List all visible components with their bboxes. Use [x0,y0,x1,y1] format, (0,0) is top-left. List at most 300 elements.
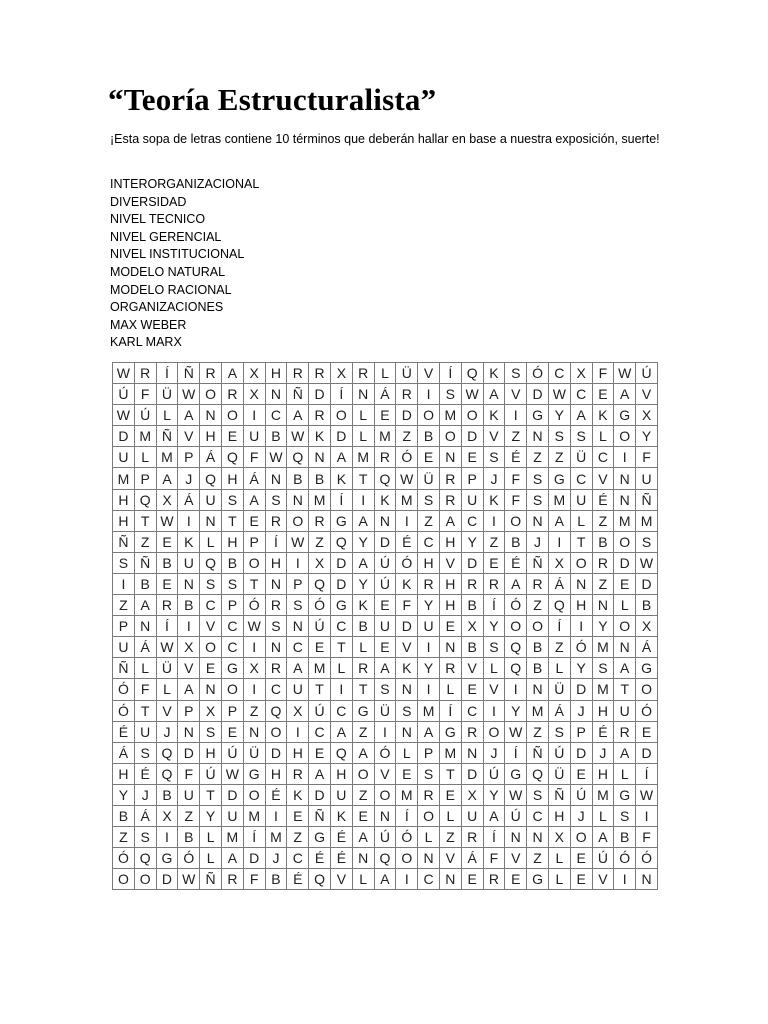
grid-row [113,363,658,384]
grid-cell: W [287,531,309,552]
grid-cell: Y [483,784,505,805]
grid-cell: W [221,763,243,784]
grid-cell: P [570,721,592,742]
grid-cell: H [592,700,614,721]
grid-cell: M [439,405,461,426]
grid-cell: M [134,426,156,447]
grid-cell: Ñ [309,805,331,826]
grid-cell: A [352,742,374,763]
grid-cell: N [439,637,461,658]
grid-cell: M [309,489,331,510]
grid-cell: F [396,595,418,616]
grid-cell: Ñ [548,784,570,805]
grid-cell: É [134,763,156,784]
grid-cell: Y [548,405,570,426]
grid-cell: W [636,784,658,805]
grid-cell: Ú [221,742,243,763]
grid-cell: A [221,363,243,384]
grid-cell: U [178,552,200,573]
grid-cell: O [113,869,135,890]
grid-cell: O [221,679,243,700]
grid-cell: I [483,510,505,531]
grid-row [113,700,658,721]
grid-cell: L [614,763,636,784]
grid-cell: E [396,763,418,784]
grid-cell: U [330,784,352,805]
grid-cell: F [134,384,156,405]
grid-cell: V [178,426,200,447]
grid-cell: É [505,447,527,468]
grid-cell: Ü [548,679,570,700]
grid-cell: X [156,805,178,826]
grid-cell: H [265,763,287,784]
grid-cell: Á [178,489,200,510]
grid-cell: Ü [374,700,396,721]
grid-cell: V [483,679,505,700]
grid-cell: R [527,573,549,594]
grid-cell: É [287,869,309,890]
grid-cell: F [636,827,658,848]
grid-cell: S [418,489,440,510]
grid-cell: C [548,363,570,384]
grid-cell: O [614,531,636,552]
grid-cell: S [200,721,222,742]
grid-cell: E [505,869,527,890]
grid-cell: Z [113,595,135,616]
grid-cell: I [505,679,527,700]
grid-row [113,827,658,848]
grid-cell: G [614,405,636,426]
grid-cell: Q [309,573,331,594]
grid-row [113,869,658,890]
grid-cell: E [461,869,483,890]
grid-cell: Í [483,595,505,616]
grid-cell: N [200,510,222,531]
grid-cell: C [461,700,483,721]
grid-cell: Z [352,784,374,805]
grid-cell: N [374,805,396,826]
grid-cell: L [156,405,178,426]
grid-cell: G [527,869,549,890]
grid-cell: Ü [418,468,440,489]
grid-cell: E [418,447,440,468]
grid-cell: H [221,468,243,489]
grid-cell: E [156,531,178,552]
grid-cell: C [527,805,549,826]
grid-cell: R [309,510,331,531]
grid-cell: R [134,363,156,384]
grid-cell: S [483,637,505,658]
grid-row [113,531,658,552]
grid-cell: M [439,742,461,763]
grid-cell: Ó [505,595,527,616]
grid-row [113,405,658,426]
grid-cell: Q [221,447,243,468]
grid-cell: Y [352,531,374,552]
grid-cell: Ú [309,700,331,721]
grid-cell: I [352,489,374,510]
grid-cell: D [374,531,396,552]
grid-cell: I [396,510,418,531]
grid-cell: O [570,827,592,848]
grid-cell: M [243,805,265,826]
grid-cell: Z [548,637,570,658]
grid-cell: X [548,827,570,848]
grid-cell: B [527,637,549,658]
grid-cell: C [570,384,592,405]
grid-cell: Y [418,658,440,679]
grid-row [113,637,658,658]
grid-cell: N [418,848,440,869]
grid-cell: V [374,763,396,784]
grid-cell: G [548,468,570,489]
grid-cell: E [200,658,222,679]
grid-cell: O [505,510,527,531]
grid-cell: G [614,784,636,805]
grid-cell: H [265,552,287,573]
grid-cell: R [221,869,243,890]
grid-cell: R [221,384,243,405]
grid-cell: Q [156,763,178,784]
grid-cell: V [505,384,527,405]
grid-cell: Á [548,700,570,721]
grid-cell: Ó [570,637,592,658]
grid-cell: Y [113,784,135,805]
grid-cell: E [592,384,614,405]
grid-cell: H [418,552,440,573]
grid-cell: A [439,510,461,531]
grid-cell: W [505,784,527,805]
grid-cell: T [221,510,243,531]
grid-cell: F [505,489,527,510]
grid-cell: B [178,827,200,848]
term-item: ORGANIZACIONES [110,300,224,315]
grid-cell: Ñ [113,658,135,679]
grid-cell: D [330,552,352,573]
grid-cell: É [265,784,287,805]
grid-cell: A [221,848,243,869]
grid-cell: F [636,447,658,468]
grid-cell: B [461,595,483,616]
grid-cell: A [374,869,396,890]
grid-cell: L [483,658,505,679]
grid-cell: Í [505,742,527,763]
grid-cell: V [483,426,505,447]
term-item: KARL MARX [110,335,182,350]
grid-cell: Z [505,426,527,447]
grid-cell: W [243,616,265,637]
grid-cell: G [352,700,374,721]
grid-cell: Ü [156,658,178,679]
grid-cell: B [461,637,483,658]
grid-cell: B [156,784,178,805]
grid-cell: R [265,658,287,679]
grid-cell: Y [570,658,592,679]
grid-cell: V [418,363,440,384]
grid-cell: X [636,616,658,637]
grid-cell: T [352,468,374,489]
term-item: MODELO RACIONAL [110,282,232,297]
grid-cell: L [352,426,374,447]
grid-cell: C [309,721,331,742]
grid-cell: C [265,679,287,700]
grid-row [113,763,658,784]
grid-cell: O [636,679,658,700]
grid-cell: Ú [113,384,135,405]
grid-row [113,848,658,869]
grid-cell: W [178,869,200,890]
grid-cell: C [570,468,592,489]
grid-cell: N [265,384,287,405]
grid-cell: O [418,805,440,826]
grid-cell: L [548,658,570,679]
grid-cell: Í [439,700,461,721]
grid-row [113,426,658,447]
grid-cell: J [483,468,505,489]
grid-cell: F [243,447,265,468]
grid-cell: X [330,363,352,384]
grid-cell: A [548,510,570,531]
grid-cell: I [614,447,636,468]
grid-cell: Q [505,637,527,658]
grid-cell: T [134,700,156,721]
grid-cell: Á [134,805,156,826]
grid-cell: Í [156,616,178,637]
grid-cell: B [265,869,287,890]
grid-cell: K [483,489,505,510]
grid-cell: E [483,552,505,573]
grid-cell: P [221,595,243,616]
grid-cell: I [265,805,287,826]
grid-cell: P [221,700,243,721]
grid-cell: Ü [548,763,570,784]
grid-cell: L [352,637,374,658]
grid-cell: Ó [396,552,418,573]
grid-cell: A [592,827,614,848]
grid-cell: Í [330,384,352,405]
grid-cell: R [483,869,505,890]
grid-cell: N [374,510,396,531]
grid-cell: C [221,616,243,637]
grid-cell: E [439,616,461,637]
grid-cell: W [156,510,178,531]
grid-cell: L [134,658,156,679]
grid-cell: Ú [134,405,156,426]
grid-cell: Z [527,447,549,468]
grid-row [113,805,658,826]
grid-cell: L [614,595,636,616]
grid-cell: Ñ [200,869,222,890]
grid-cell: N [614,637,636,658]
grid-cell: G [636,658,658,679]
grid-cell: Q [527,763,549,784]
grid-cell: Á [548,573,570,594]
grid-cell: O [439,426,461,447]
grid-cell: R [483,573,505,594]
grid-cell: Ñ [636,489,658,510]
grid-cell: O [570,552,592,573]
term-item: MAX WEBER [110,317,187,332]
grid-cell: A [418,721,440,742]
grid-cell: O [614,426,636,447]
grid-cell: Ñ [178,363,200,384]
grid-cell: O [221,405,243,426]
grid-cell: Í [396,805,418,826]
grid-cell: X [287,700,309,721]
grid-cell: X [548,552,570,573]
grid-cell: Ú [548,742,570,763]
grid-cell: Ñ [156,426,178,447]
grid-cell: E [287,805,309,826]
grid-cell: E [374,637,396,658]
grid-cell: S [614,805,636,826]
grid-cell: L [200,848,222,869]
grid-cell: B [156,552,178,573]
grid-cell: X [243,363,265,384]
grid-cell: N [396,679,418,700]
grid-cell: M [113,468,135,489]
grid-cell: V [178,658,200,679]
grid-cell: E [309,637,331,658]
grid-cell: E [352,805,374,826]
grid-cell: N [265,573,287,594]
grid-cell: K [330,468,352,489]
grid-cell: R [287,363,309,384]
grid-cell: V [461,658,483,679]
grid-cell: I [243,637,265,658]
grid-cell: R [265,595,287,616]
grid-cell: R [461,827,483,848]
grid-cell: C [200,595,222,616]
grid-cell: D [570,679,592,700]
grid-cell: N [527,510,549,531]
grid-cell: O [200,384,222,405]
grid-cell: G [505,763,527,784]
grid-cell: Ó [113,679,135,700]
grid-cell: X [243,658,265,679]
grid-cell: M [592,784,614,805]
grid-cell: M [396,784,418,805]
grid-cell: I [548,531,570,552]
grid-cell: N [461,742,483,763]
grid-cell: K [352,595,374,616]
grid-cell: N [636,869,658,890]
grid-cell: N [134,616,156,637]
grid-cell: W [265,447,287,468]
grid-cell: Ú [374,827,396,848]
grid-cell: Ú [592,848,614,869]
grid-cell: D [221,784,243,805]
grid-cell: X [570,363,592,384]
grid-cell: Q [134,489,156,510]
grid-cell: Q [330,531,352,552]
grid-cell: I [570,616,592,637]
grid-cell: C [287,637,309,658]
grid-cell: H [439,595,461,616]
grid-cell: H [265,363,287,384]
grid-cell: O [200,637,222,658]
grid-cell: N [527,679,549,700]
grid-cell: C [418,531,440,552]
grid-cell: E [570,763,592,784]
grid-cell: G [439,721,461,742]
grid-cell: E [636,721,658,742]
grid-cell: S [527,784,549,805]
grid-cell: N [614,489,636,510]
grid-cell: I [396,869,418,890]
grid-cell: J [592,742,614,763]
grid-cell: R [374,447,396,468]
grid-cell: M [548,489,570,510]
grid-cell: I [156,827,178,848]
grid-cell: N [527,827,549,848]
grid-cell: W [178,384,200,405]
grid-cell: I [418,637,440,658]
grid-cell: Z [439,827,461,848]
grid-cell: U [614,700,636,721]
grid-cell: Á [636,637,658,658]
grid-cell: X [156,489,178,510]
grid-cell: K [396,573,418,594]
grid-cell: W [287,426,309,447]
grid-cell: Í [439,363,461,384]
grid-cell: A [178,679,200,700]
grid-cell: A [156,468,178,489]
grid-cell: D [309,384,331,405]
grid-cell: É [592,721,614,742]
grid-cell: E [461,679,483,700]
grid-cell: D [527,384,549,405]
grid-cell: B [221,552,243,573]
grid-cell: I [614,869,636,890]
grid-cell: A [352,552,374,573]
grid-cell: Á [134,637,156,658]
grid-cell: O [265,721,287,742]
grid-cell: Ó [178,848,200,869]
grid-cell: N [505,827,527,848]
grid-cell: P [287,573,309,594]
grid-cell: I [374,721,396,742]
grid-cell: L [200,827,222,848]
grid-cell: A [330,447,352,468]
grid-cell: Ú [200,763,222,784]
grid-cell: A [505,573,527,594]
grid-cell: E [570,848,592,869]
grid-cell: H [330,763,352,784]
term-item: NIVEL GERENCIAL [110,229,222,244]
grid-cell: B [287,468,309,489]
grid-cell: Ú [636,363,658,384]
grid-cell: É [396,531,418,552]
grid-cell: N [287,489,309,510]
grid-cell: M [221,827,243,848]
term-item: MODELO NATURAL [110,264,226,279]
grid-cell: A [243,489,265,510]
grid-cell: M [418,700,440,721]
grid-cell: R [461,573,483,594]
grid-cell: O [352,763,374,784]
grid-cell: A [614,384,636,405]
grid-cell: D [461,552,483,573]
grid-cell: É [113,721,135,742]
grid-cell: F [483,848,505,869]
grid-cell: E [614,573,636,594]
grid-cell: L [592,426,614,447]
grid-cell: T [200,784,222,805]
grid-cell: U [134,721,156,742]
grid-cell: Ó [113,700,135,721]
grid-cell: T [134,510,156,531]
